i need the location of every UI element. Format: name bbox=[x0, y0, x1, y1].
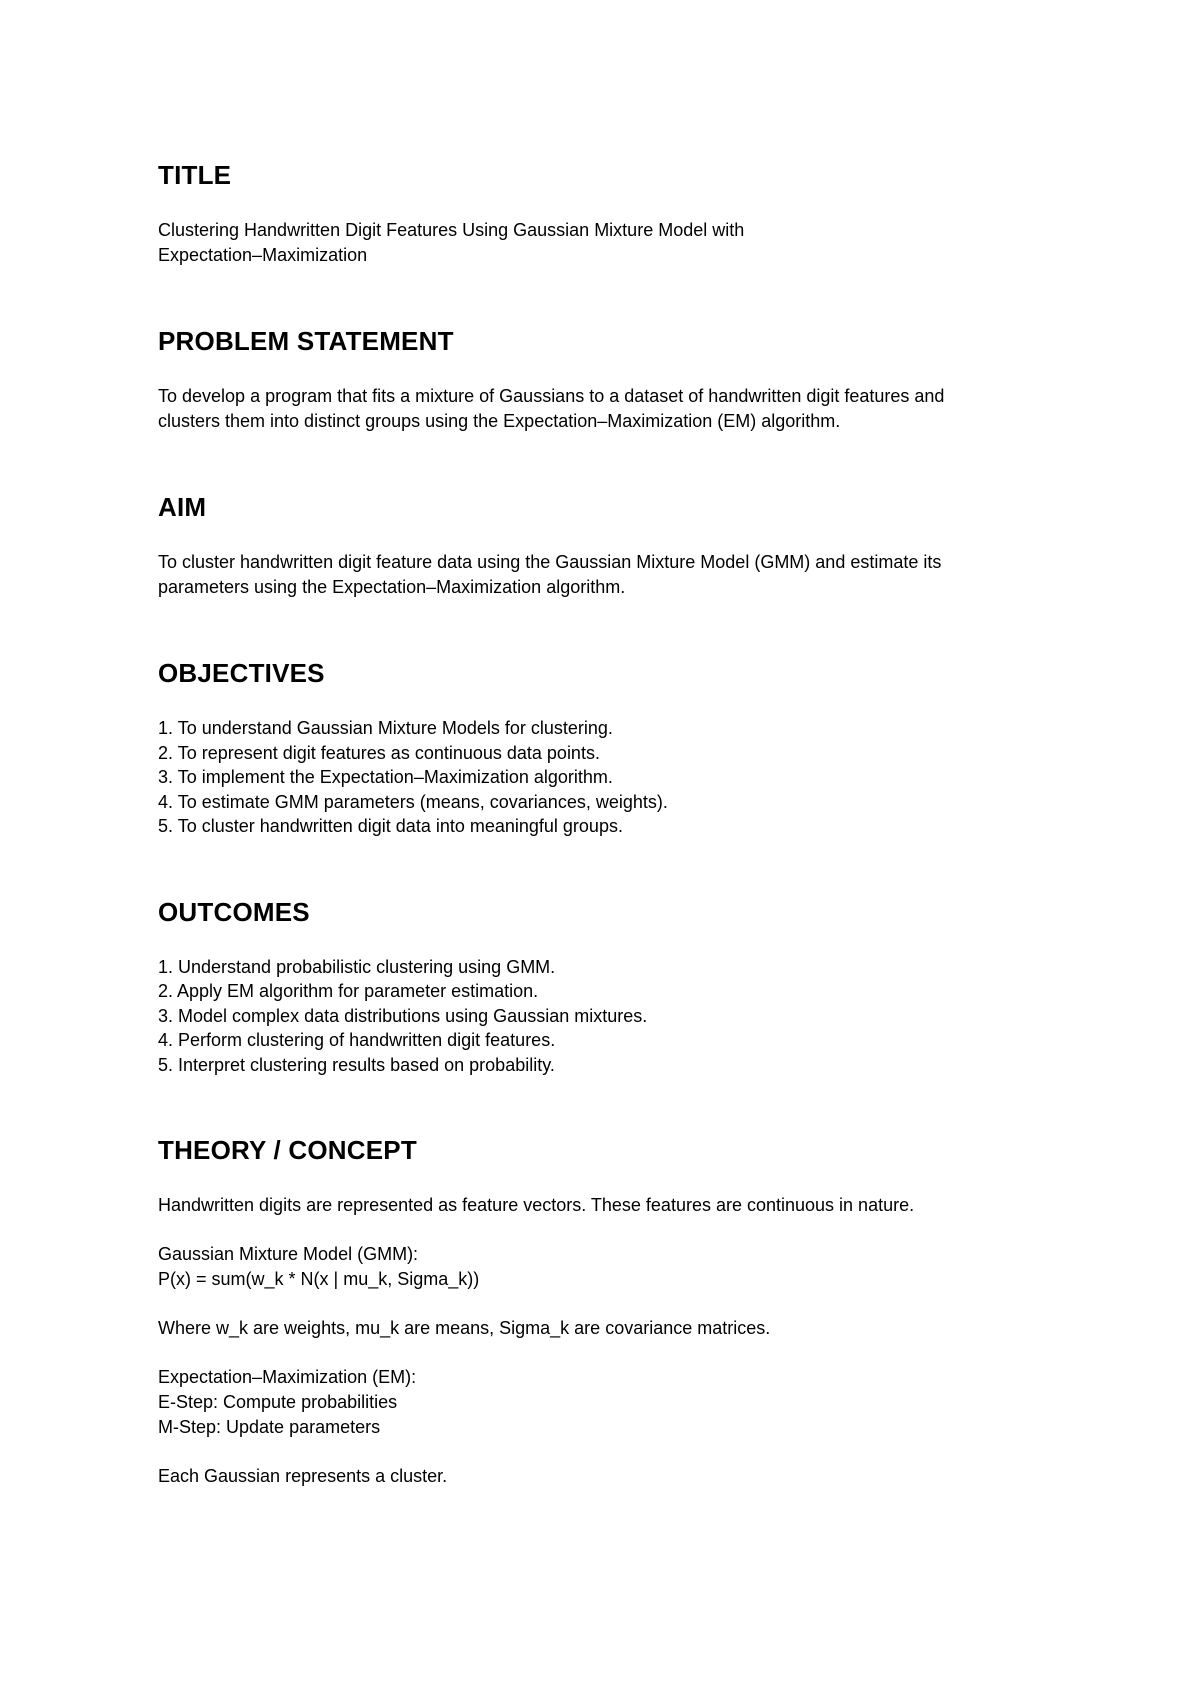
problem-line-1: To develop a program that fits a mixture of Gaussians to a dataset of handwritten digit features and bbox=[158, 386, 945, 406]
list-item: 5. To cluster handwritten digit data into meaningful groups. bbox=[158, 816, 623, 836]
problem-statement-section bbox=[158, 324, 1058, 434]
theory-section bbox=[158, 1133, 1058, 1489]
list-item: 4. To estimate GMM parameters (means, covariances, weights). bbox=[158, 791, 668, 812]
list-item: 5. Interpret clustering results based on probability. bbox=[158, 1054, 555, 1075]
aim-line-1: To cluster handwritten digit feature data using the Gaussian Mixture Model (GMM) and estimate its bbox=[158, 552, 942, 572]
section-heading-title: TITLE bbox=[158, 160, 232, 190]
list-item: 1. To understand Gaussian Mixture Models for clustering. bbox=[158, 718, 613, 738]
section-heading-objectives: OBJECTIVES bbox=[158, 658, 325, 688]
e-step-text: E-Step: Compute probabilities bbox=[158, 1392, 398, 1412]
list-item: 3. To implement the Expectation–Maximization algorithm. bbox=[158, 767, 613, 787]
section-heading-aim: AIM bbox=[158, 492, 207, 522]
list-item: 4. Perform clustering of handwritten digit features. bbox=[158, 1030, 556, 1050]
title-line-1: Clustering Handwritten Digit Features Using Gaussian Mixture Model with bbox=[158, 220, 745, 240]
section-heading-outcomes: OUTCOMES bbox=[158, 896, 310, 927]
list-item: 2. To represent digit features as continuous data points. bbox=[158, 742, 600, 763]
aim-section bbox=[158, 490, 1058, 600]
title-section bbox=[158, 158, 1058, 268]
outcomes-list bbox=[158, 955, 1058, 1078]
aim-line-2: parameters using the Expectation–Maximization algorithm. bbox=[158, 577, 626, 597]
list-item: 3. Model complex data distributions using Gaussian mixtures. bbox=[158, 1005, 648, 1026]
theory-closing: Each Gaussian represents a cluster. bbox=[158, 1466, 448, 1486]
gmm-label: Gaussian Mixture Model (GMM): bbox=[158, 1244, 419, 1264]
section-heading-problem-statement: PROBLEM STATEMENT bbox=[158, 326, 454, 356]
gmm-formula: P(x) = sum(w_k * N(x | mu_k, Sigma_k)) bbox=[158, 1269, 480, 1289]
outcomes-section bbox=[158, 895, 1058, 1078]
m-step-text: M-Step: Update parameters bbox=[158, 1417, 381, 1437]
list-item: 1. Understand probabilistic clustering using GMM. bbox=[158, 956, 556, 977]
objectives-section bbox=[158, 656, 1058, 839]
gmm-where-text: Where w_k are weights, mu_k are means, Sigma_k are covariance matrices. bbox=[158, 1318, 771, 1338]
document-page bbox=[158, 158, 1058, 1489]
theory-intro: Handwritten digits are represented as feature vectors. These features are continuous in nature. bbox=[158, 1195, 915, 1215]
section-heading-theory: THEORY / CONCEPT bbox=[158, 1135, 417, 1165]
problem-line-2: clusters them into distinct groups using the Expectation–Maximization (EM) algorithm. bbox=[158, 411, 841, 431]
list-item: 2. Apply EM algorithm for parameter estimation. bbox=[158, 981, 539, 1001]
objectives-list bbox=[158, 716, 1058, 839]
em-label: Expectation–Maximization (EM): bbox=[158, 1367, 417, 1387]
title-line-2: Expectation–Maximization bbox=[158, 245, 368, 265]
